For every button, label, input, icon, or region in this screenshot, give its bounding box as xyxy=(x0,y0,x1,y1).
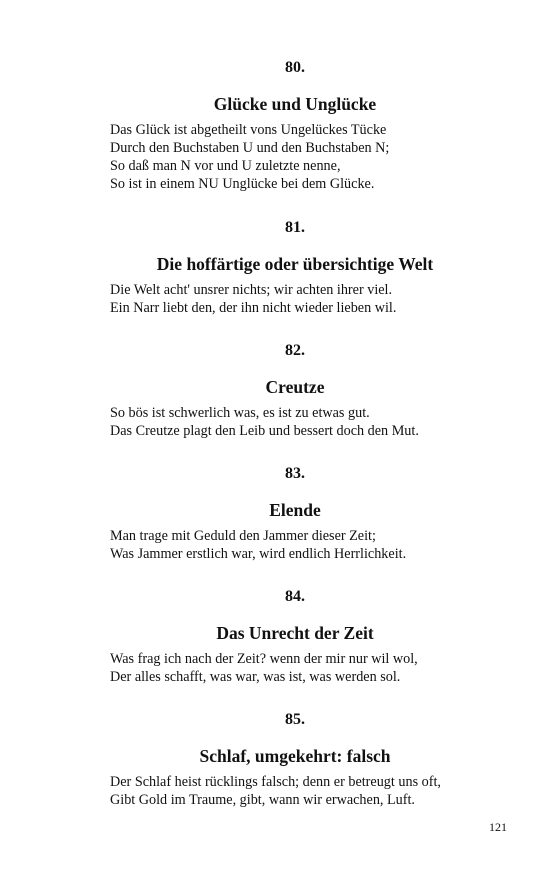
poem-83 xyxy=(110,464,480,563)
poem-line: Was frag ich nach der Zeit? wenn der mir nur wil wol, xyxy=(110,651,418,667)
poem-title: Schlaf, umgekehrt: falsch xyxy=(199,746,391,766)
poem-title: Creutze xyxy=(265,377,325,397)
poem-82 xyxy=(110,341,480,440)
poem-title: Glücke und Unglücke xyxy=(213,94,377,114)
poem-line: Das Creutze plagt den Leib und bessert doch den Mut. xyxy=(110,423,419,439)
poem-81 xyxy=(110,218,480,317)
poem-number: 84. xyxy=(285,588,305,605)
poem-line: So bös ist schwerlich was, es ist zu etwas gut. xyxy=(110,405,370,421)
poem-line: Ein Narr liebt den, der ihn nicht wieder lieben wil. xyxy=(110,300,397,316)
page-body xyxy=(110,58,480,809)
poem-lines xyxy=(110,773,480,809)
poem-line: So daß man N vor und U zuletzte nenne, xyxy=(110,158,341,174)
page-number: 121 xyxy=(489,820,507,834)
poem-line: So ist in einem NU Unglücke bei dem Glücke. xyxy=(110,176,375,192)
poem-lines xyxy=(110,281,480,317)
poem-title: Elende xyxy=(269,500,321,520)
poem-number: 81. xyxy=(285,219,305,236)
poem-line: Man trage mit Geduld den Jammer dieser Zeit; xyxy=(110,528,376,544)
poem-line: Was Jammer erstlich war, wird endlich Herrlichkeit. xyxy=(110,546,407,562)
poem-80 xyxy=(110,58,480,193)
poem-line: Die Welt acht' unsrer nichts; wir achten ihrer viel. xyxy=(110,282,393,298)
poem-lines xyxy=(110,121,480,193)
poem-lines xyxy=(110,527,480,563)
poem-85 xyxy=(110,710,480,809)
poem-line: Gibt Gold im Traume, gibt, wann wir erwachen, Luft. xyxy=(110,792,415,808)
poem-title: Die hoffärtige oder übersichtige Welt xyxy=(156,254,434,274)
poem-number: 82. xyxy=(285,342,305,359)
poem-number: 83. xyxy=(285,465,305,482)
poem-line: Der Schlaf heist rücklings falsch; denn er betreugt uns oft, xyxy=(110,774,441,790)
poem-number: 85. xyxy=(285,711,305,728)
poem-number: 80. xyxy=(285,59,305,76)
poem-lines xyxy=(110,650,480,686)
poem-84 xyxy=(110,587,480,686)
poem-line: Durch den Buchstaben U und den Buchstaben N; xyxy=(110,140,390,156)
poem-line: Das Glück ist abgetheilt vons Ungelückes Tücke xyxy=(110,122,387,138)
poem-lines xyxy=(110,404,480,440)
poem-title: Das Unrecht der Zeit xyxy=(216,623,374,643)
poem-line: Der alles schafft, was war, was ist, was werden sol. xyxy=(110,669,401,685)
